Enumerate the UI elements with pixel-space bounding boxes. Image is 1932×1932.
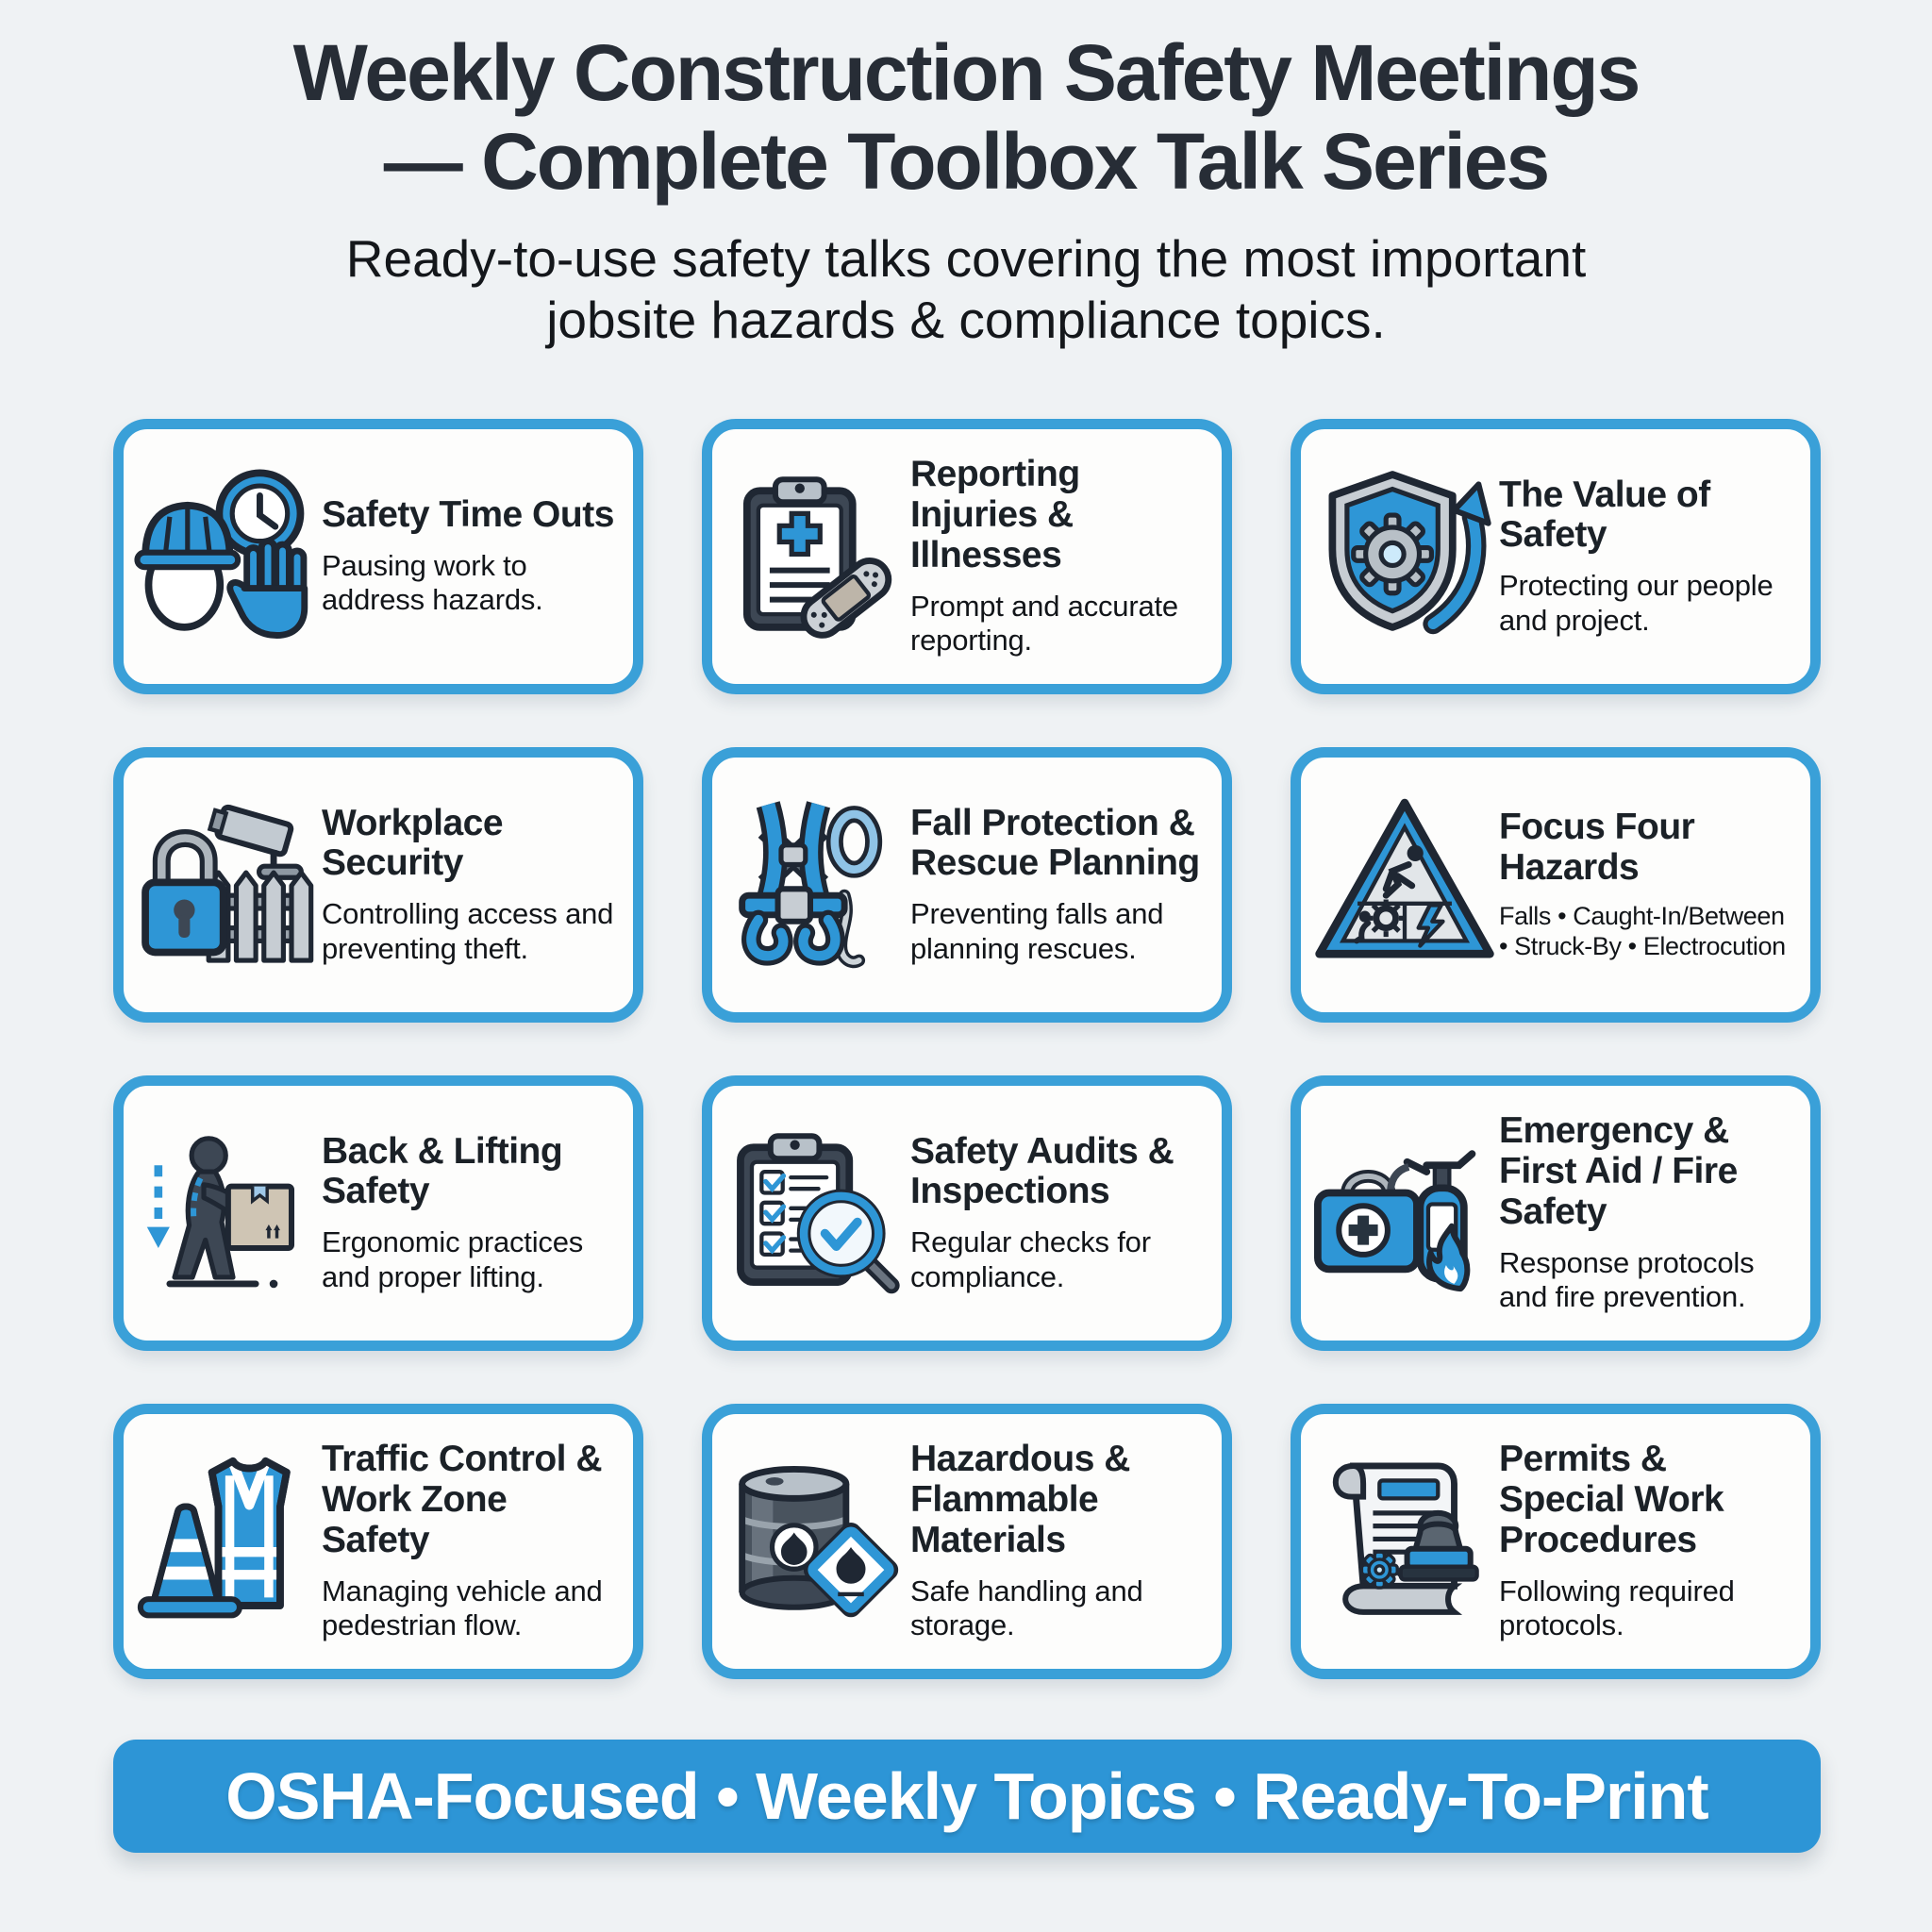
footer-banner [113, 1740, 1821, 1853]
page-title-line2: — Complete Toolbox Talk Series [383, 117, 1549, 207]
card-description: Prompt and accurate reporting. [910, 589, 1178, 658]
card-description: Managing vehicle and pedestrian flow. [322, 1574, 603, 1642]
topic-card-focus-four-hazards [1291, 747, 1821, 1023]
page-title [0, 28, 1932, 206]
card-title: Back & Lifting Safety [322, 1130, 563, 1212]
card-title: Hazardous & Flammable Materials [910, 1439, 1130, 1560]
hazard-warning-triangle-icon [1310, 785, 1499, 985]
card-description: Controlling access and preventing theft. [322, 897, 614, 965]
card-title: Safety Time Outs [322, 493, 614, 535]
card-title: Permits & Special Work Procedures [1499, 1439, 1724, 1560]
checklist-magnifier-icon [722, 1113, 910, 1313]
topic-card-back-lifting-safety [113, 1075, 643, 1351]
poster-header [0, 28, 1932, 351]
topic-card-workplace-security [113, 747, 643, 1023]
card-description: Regular checks for compliance. [910, 1225, 1151, 1293]
topic-card-safety-time-outs [113, 419, 643, 694]
permit-scroll-stamp-icon [1310, 1441, 1499, 1641]
topic-card-safety-audits [702, 1075, 1232, 1351]
card-title: Safety Audits & Inspections [910, 1130, 1174, 1212]
card-title: Traffic Control & Work Zone Safety [322, 1439, 603, 1560]
topic-card-hazardous-materials [702, 1404, 1232, 1679]
card-title: Focus Four Hazards [1499, 807, 1695, 889]
footer-banner-text: OSHA-Focused • Weekly Topics • Ready-To-Print [225, 1759, 1708, 1833]
card-description: Falls • Caught-In/Between • Struck-By • Electrocution [1499, 902, 1786, 960]
first-aid-kit-fire-extinguisher-flame-icon [1310, 1113, 1499, 1313]
worker-lifting-box-icon [133, 1113, 322, 1313]
page-subtitle: Ready-to-use safety talks covering the most important jobsite hazards & compliance topics. [345, 229, 1587, 350]
page-title-line1: Weekly Construction Safety Meetings [292, 28, 1640, 117]
topic-card-emergency-first-aid [1291, 1075, 1821, 1351]
drum-flammable-diamond-icon [722, 1441, 910, 1641]
topic-card-traffic-control [113, 1404, 643, 1679]
safety-vest-traffic-cone-icon [133, 1441, 322, 1641]
topic-card-reporting-injuries [702, 419, 1232, 694]
clipboard-medical-cross-bandage-icon [722, 457, 910, 657]
card-description: Following required protocols. [1499, 1574, 1735, 1642]
hard-hat-clock-stop-hand-icon [133, 457, 322, 657]
topics-grid [113, 419, 1821, 1679]
shield-gear-up-arrow-icon [1310, 457, 1499, 657]
card-description: Pausing work to address hazards. [322, 548, 543, 617]
card-title: Workplace Security [322, 802, 504, 884]
safety-harness-carabiner-icon [722, 785, 910, 985]
card-description: Response protocols and fire prevention. [1499, 1245, 1755, 1314]
card-title: Emergency & First Aid / Fire Safety [1499, 1110, 1738, 1232]
card-description: Safe handling and storage. [910, 1574, 1143, 1642]
topic-card-permits-procedures [1291, 1404, 1821, 1679]
topic-card-fall-protection [702, 747, 1232, 1023]
topic-card-value-of-safety [1291, 419, 1821, 694]
card-title: Fall Protection & Rescue Planning [910, 802, 1200, 884]
padlock-camera-fence-icon [133, 785, 322, 985]
card-description: Preventing falls and planning rescues. [910, 897, 1164, 965]
card-description: Protecting our people and project. [1499, 569, 1774, 637]
card-title: Reporting Injuries & Illnesses [910, 454, 1080, 575]
card-title: The Value of Safety [1499, 474, 1710, 556]
card-description: Ergonomic practices and proper lifting. [322, 1225, 584, 1293]
